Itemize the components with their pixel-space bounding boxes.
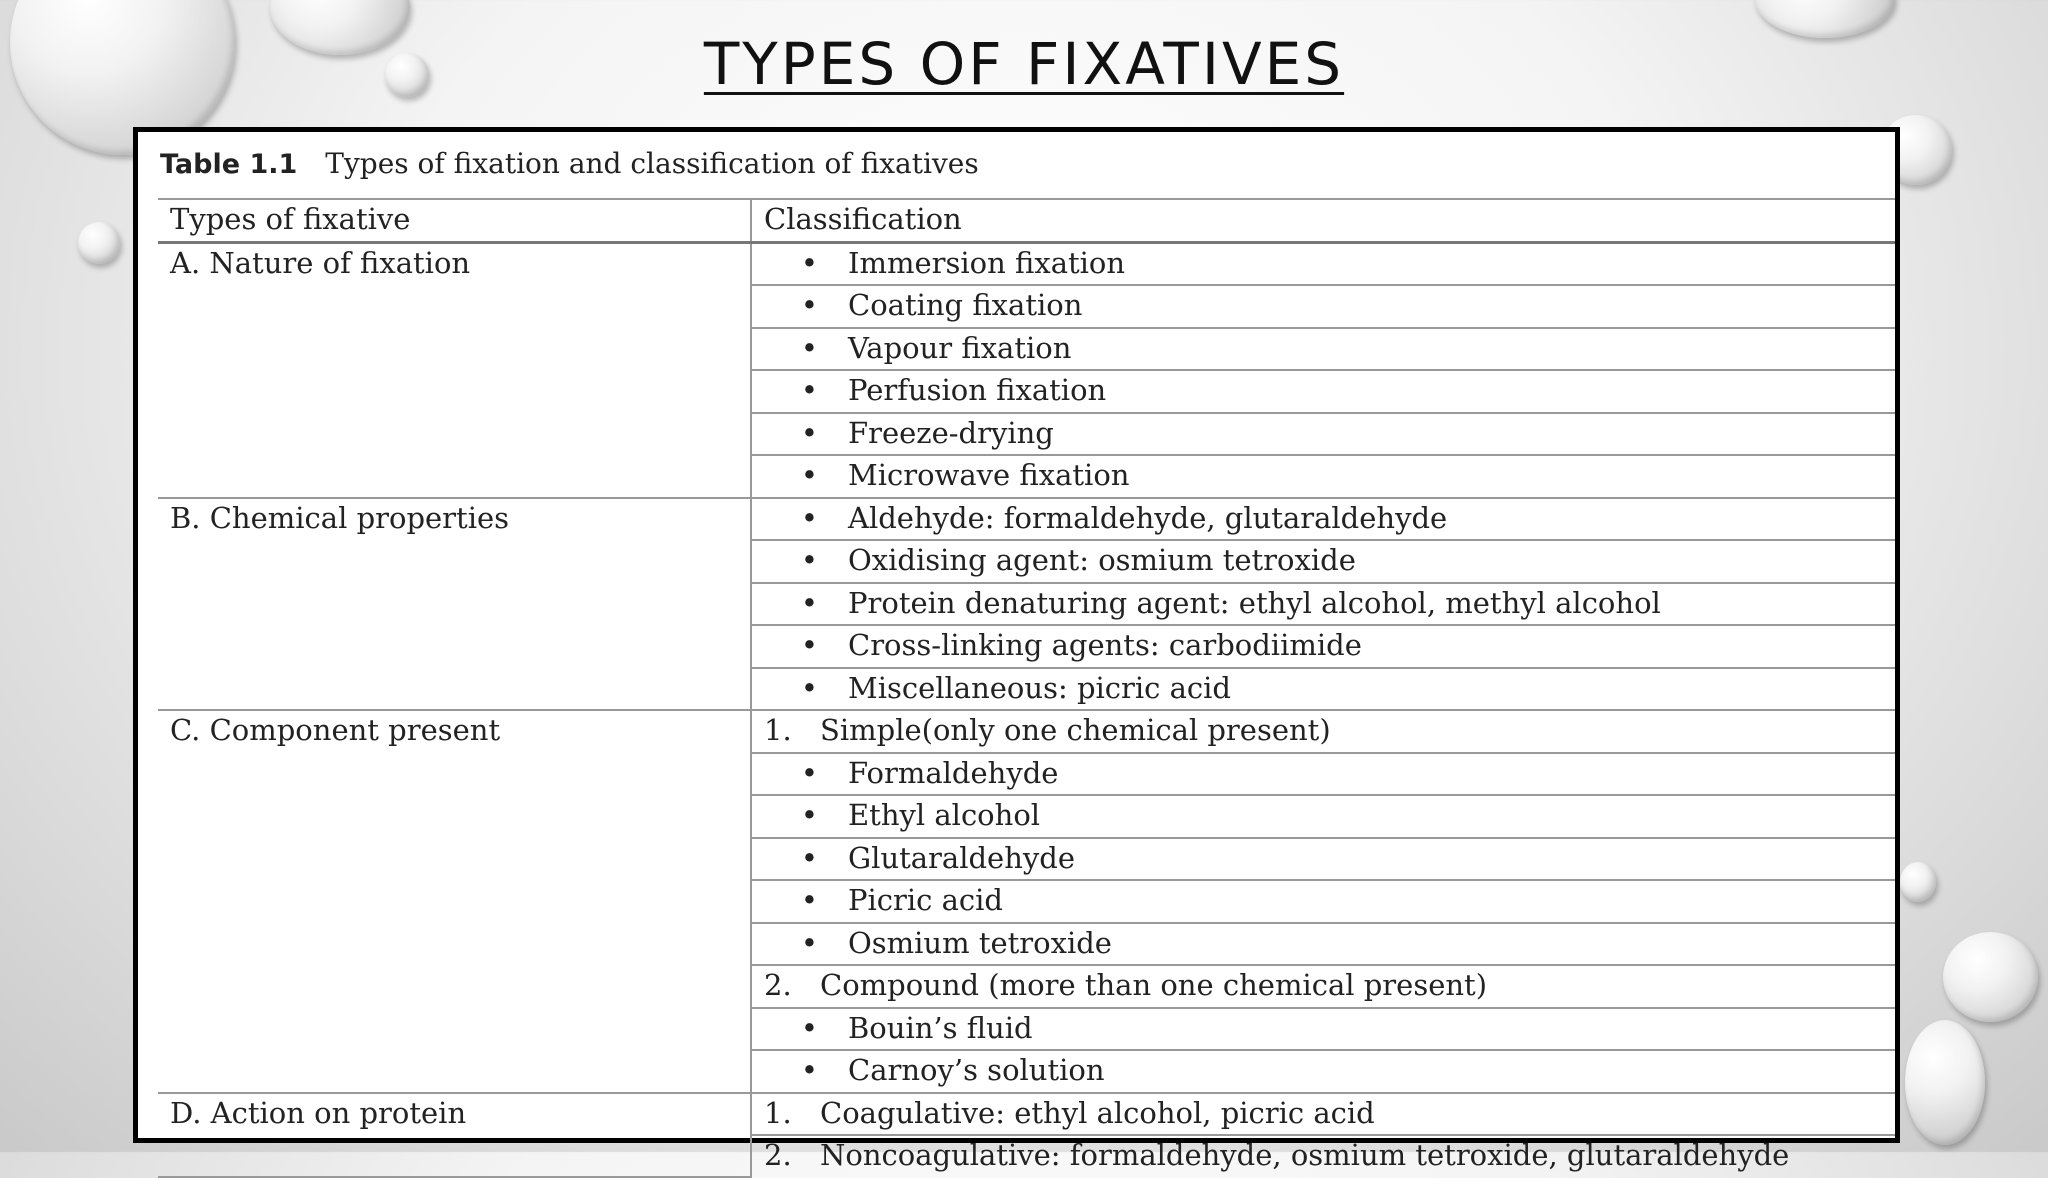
decorative-droplet xyxy=(78,222,120,264)
bullet-marker: • xyxy=(800,585,818,620)
classification-text: Carnoy’s solution xyxy=(848,1053,1105,1087)
bullet-marker: • xyxy=(800,1010,818,1045)
classification-cell xyxy=(751,668,1895,711)
classification-cell xyxy=(751,242,1895,285)
fixative-type-cell: A. Nature of fixation xyxy=(158,242,751,498)
bullet-marker: • xyxy=(800,245,818,280)
classification-cell xyxy=(751,753,1895,796)
classification-cell xyxy=(751,498,1895,541)
number-marker: 1. xyxy=(764,1095,792,1130)
bullet-marker: • xyxy=(800,415,818,450)
decorative-droplet xyxy=(1905,1020,1985,1145)
table-body xyxy=(158,242,1895,1177)
classification-text: Coating fixation xyxy=(848,288,1083,322)
table-caption-text: Types of fixation and classification of fixatives xyxy=(325,147,979,180)
bullet-marker: • xyxy=(800,840,818,875)
header-classification: Classification xyxy=(751,199,1895,242)
classification-cell xyxy=(751,710,1895,753)
bullet-marker: • xyxy=(800,798,818,832)
classification-cell xyxy=(751,1135,1895,1177)
bullet-marker: • xyxy=(800,1053,818,1087)
classification-text: Noncoagulative: formaldehyde, osmium tetroxide, glutaraldehyde xyxy=(820,1138,1790,1172)
fixative-type-cell: B. Chemical properties xyxy=(158,498,751,711)
classification-text: Coagulative: ethyl alcohol, picric acid xyxy=(820,1095,1375,1130)
bullet-marker: • xyxy=(800,500,818,535)
bullet-marker: • xyxy=(800,628,818,662)
classification-cell xyxy=(751,455,1895,498)
fixative-type-cell: C. Component present xyxy=(158,710,751,1093)
classification-cell xyxy=(751,370,1895,413)
classification-text: Bouin’s fluid xyxy=(848,1010,1033,1045)
classification-text: Formaldehyde xyxy=(848,755,1059,790)
bullet-marker: • xyxy=(800,925,818,960)
classification-text: Glutaraldehyde xyxy=(848,840,1076,875)
classification-text: Miscellaneous: picric acid xyxy=(848,670,1231,705)
table-caption-label: Table 1.1 xyxy=(160,149,298,180)
classification-cell xyxy=(751,625,1895,668)
fixative-type-cell: D. Action on protein xyxy=(158,1093,751,1177)
table-frame xyxy=(133,127,1900,1172)
table-header-row xyxy=(158,199,1895,242)
classification-text: Cross-linking agents: carbodiimide xyxy=(848,628,1362,662)
bullet-marker: • xyxy=(800,670,818,705)
classification-cell xyxy=(751,328,1895,371)
bullet-marker: • xyxy=(800,458,818,492)
classification-cell xyxy=(751,838,1895,881)
number-marker: 1. xyxy=(764,713,792,747)
bullet-marker: • xyxy=(800,755,818,790)
classification-text: Simple(only one chemical present) xyxy=(820,713,1331,747)
table-caption xyxy=(160,147,979,180)
classification-text: Vapour fixation xyxy=(848,330,1072,365)
table-row xyxy=(158,242,1895,285)
classification-cell xyxy=(751,923,1895,966)
fixatives-table xyxy=(158,198,1895,1178)
classification-cell xyxy=(751,583,1895,626)
decorative-droplet xyxy=(1943,932,2038,1022)
classification-text: Freeze-drying xyxy=(848,415,1054,450)
bullet-marker: • xyxy=(800,288,818,322)
slide-title: TYPES OF FIXATIVES xyxy=(703,30,1345,98)
table-row xyxy=(158,498,1895,541)
bullet-marker: • xyxy=(800,543,818,577)
classification-text: Immersion fixation xyxy=(848,245,1126,280)
classification-cell xyxy=(751,1008,1895,1051)
classification-cell xyxy=(751,880,1895,923)
classification-text: Protein denaturing agent: ethyl alcohol, methyl alcohol xyxy=(848,585,1661,620)
classification-text: Osmium tetroxide xyxy=(848,925,1112,960)
header-type: Types of fixative xyxy=(158,199,751,242)
classification-text: Perfusion fixation xyxy=(848,373,1107,407)
classification-cell xyxy=(751,540,1895,583)
number-marker: 2. xyxy=(764,1138,792,1172)
classification-text: Oxidising agent: osmium tetroxide xyxy=(848,543,1356,577)
table-row xyxy=(158,710,1895,753)
classification-text: Aldehyde: formaldehyde, glutaraldehyde xyxy=(848,500,1448,535)
classification-cell xyxy=(751,1093,1895,1136)
bullet-marker: • xyxy=(800,330,818,365)
bullet-marker: • xyxy=(800,373,818,407)
classification-text: Picric acid xyxy=(848,883,1003,917)
classification-cell xyxy=(751,413,1895,456)
classification-cell xyxy=(751,285,1895,328)
classification-cell xyxy=(751,1050,1895,1093)
classification-text: Compound (more than one chemical present) xyxy=(820,968,1488,1002)
classification-cell xyxy=(751,795,1895,838)
classification-text: Microwave fixation xyxy=(848,458,1130,492)
bullet-marker: • xyxy=(800,883,818,917)
classification-cell xyxy=(751,965,1895,1008)
number-marker: 2. xyxy=(764,968,792,1002)
table-row xyxy=(158,1093,1895,1136)
classification-text: Ethyl alcohol xyxy=(848,798,1041,832)
decorative-droplet xyxy=(1900,862,1936,902)
